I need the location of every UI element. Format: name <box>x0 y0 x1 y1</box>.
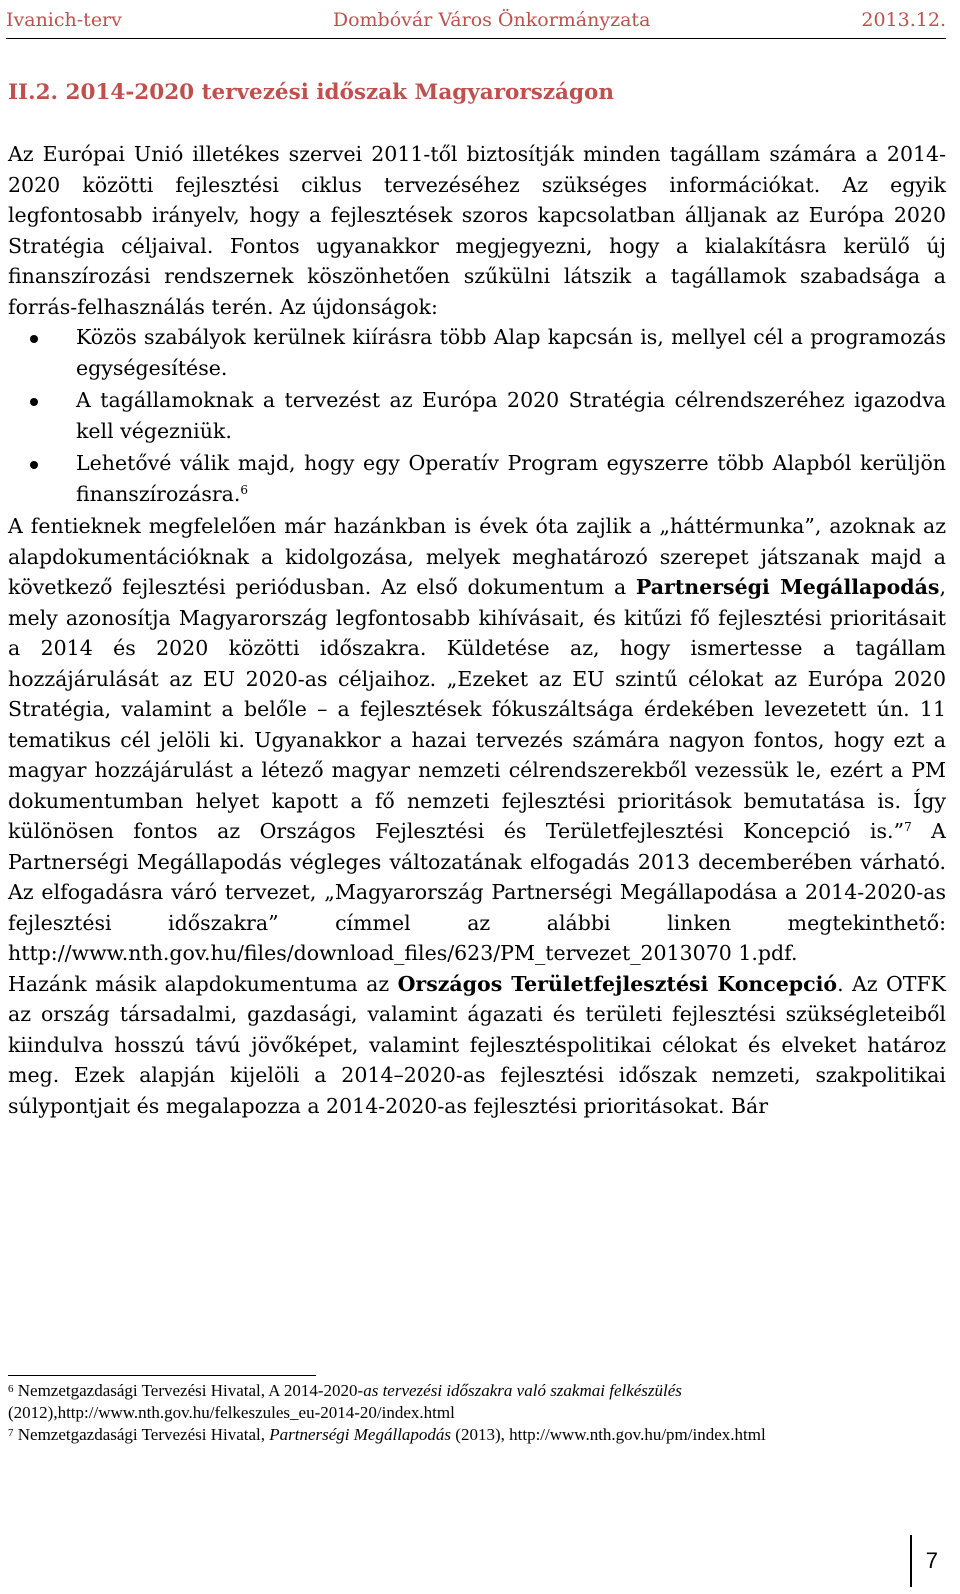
list-item-text: Lehetővé válik majd, hogy egy Operatív Program egyszerre több Alapból kerüljön finanszírozásra. <box>76 451 946 506</box>
footnote-title: Partnerségi Megállapodás <box>269 1425 452 1444</box>
footnote-7 <box>8 1424 946 1446</box>
footnote-number: 7 <box>8 1427 14 1439</box>
header-date: 2013.12. <box>861 9 946 31</box>
footnote-number: 6 <box>8 1383 14 1395</box>
bullet-icon <box>30 398 38 406</box>
footnote-text: Nemzetgazdasági Tervezési Hivatal, <box>17 1425 270 1444</box>
bold-term: Országos Területfejlesztési Koncepció <box>397 971 838 996</box>
list-item-text: A tagállamoknak a tervezést az Európa 2020 Stratégia célrendszeréhez igazodva kell végezniük. <box>76 388 946 443</box>
footnote-title: as tervezési időszakra való szakmai felkészülés <box>363 1381 682 1400</box>
footnotes <box>8 1380 946 1446</box>
paragraph-otfk <box>8 969 946 1122</box>
paragraph-text: Hazánk másik alapdokumentuma az <box>8 971 398 996</box>
footnote-ref-6[interactable]: 6 <box>240 482 249 497</box>
bullet-icon <box>30 461 38 469</box>
body-text <box>8 139 946 1121</box>
list-item <box>8 448 946 509</box>
innovations-list <box>8 322 946 509</box>
footnote-text: Nemzetgazdasági Tervezési Hivatal, A 2014-2020- <box>17 1381 364 1400</box>
bold-term: Partnerségi Megállapodás <box>635 575 940 599</box>
footnote-ref-7[interactable]: 7 <box>904 820 912 834</box>
section-heading: II.2. 2014-2020 tervezési időszak Magyarországon <box>8 80 614 105</box>
list-item-text: Közös szabályok kerülnek kiírásra több Alap kapcsán is, mellyel cél a programozás egységesítése. <box>76 325 946 380</box>
paragraph-text: A Partnerségi Megállapodás végleges változatának elfogadás 2013 decemberében várható. Az elfogadásra váró tervezet, „Magyarország Partnerségi Megállapodása a 2014-2020-as fejlesztési időszakra” címmel az alábbi linken megtekinthető: http://www.nth.gov.hu/files/download_files/623/PM_tervezet_2013070 1.pdf. <box>8 819 946 965</box>
footnote-6 <box>8 1380 946 1424</box>
header-author: Ivanich-terv <box>6 9 122 31</box>
header-organization: Dombóvár Város Önkormányzata <box>332 9 651 31</box>
footnote-link-text[interactable]: (2013), http://www.nth.gov.hu/pm/index.html <box>451 1425 766 1444</box>
paragraph-text: . Az OTFK az ország társadalmi, gazdasági, valamint ágazati és területi fejlesztési szükségleteiből kiindulva hosszú távú jövőképet, valamint fejlesztéspolitikai célokat és elveket határoz meg. Ezek alapján kijelöli a 2014–2020-as fejlesztési időszak nemzeti, szakpolitikai súlypontjait és megalapozza a 2014-2020-as fejlesztési prioritásokat. Bár <box>8 971 946 1118</box>
paragraph-text: A fentieknek megfelelően már hazánkban is évek óta zajlik a „háttérmunka”, azoknak az alapdokumentációknak a kidolgozása, melyek meghatározó szerepet játszanak majd a következő fejlesztési periódusban. Az első dokumentum a <box>8 514 946 599</box>
page-header <box>6 4 946 36</box>
page-number: 7 <box>910 1535 938 1587</box>
paragraph-partnership <box>8 511 946 969</box>
list-item <box>8 385 946 446</box>
bullet-icon <box>30 335 38 343</box>
list-item <box>8 322 946 383</box>
footnote-divider <box>8 1375 316 1376</box>
paragraph-text: , mely azonosítja Magyarország legfontosabb kihívásait, és kitűzi fő fejlesztési prioritásait a 2014 és 2020 közötti időszakra. Küldetése az, hogy ismertesse a tagállam hozzájárulását az EU 2020-as céljaihoz. „Ezeket az EU szintű célokat az Európa 2020 Stratégia, valamint a belőle – a fejlesztések fókuszáltsága érdekében levezetett ún. 11 tematikus cél jelöli ki. Ugyanakkor a hazai tervezés számára nagyon fontos, hogy ezt a magyar hozzájárulást a létező magyar nemzeti célrendszerekből vezessük le, ezért a PM dokumentumban helyet kapott a fő nemzeti fejlesztési prioritások bemutatása is. Így különösen fontos az Országos Fejlesztési és Területfejlesztési Koncepció is.” <box>8 575 946 843</box>
paragraph-intro: Az Európai Unió illetékes szervei 2011-től biztosítják minden tagállam számára a 2014-2020 közötti fejlesztési ciklus tervezéséhez szükséges információkat. Az egyik legfontosabb irányelv, hogy a fejlesztések szoros kapcsolatban álljanak az Európa 2020 Stratégia céljaival. Fontos ugyanakkor megjegyezni, hogy a kialakításra kerülő új finanszírozási rendszernek köszönhetően szűkülni látszik a tagállamok szabadsága a forrás-felhasználás terén. Az újdonságok: <box>8 142 946 319</box>
header-divider <box>6 38 946 39</box>
footnote-link-text[interactable]: (2012),http://www.nth.gov.hu/felkeszules_eu-2014-20/index.html <box>8 1403 455 1422</box>
